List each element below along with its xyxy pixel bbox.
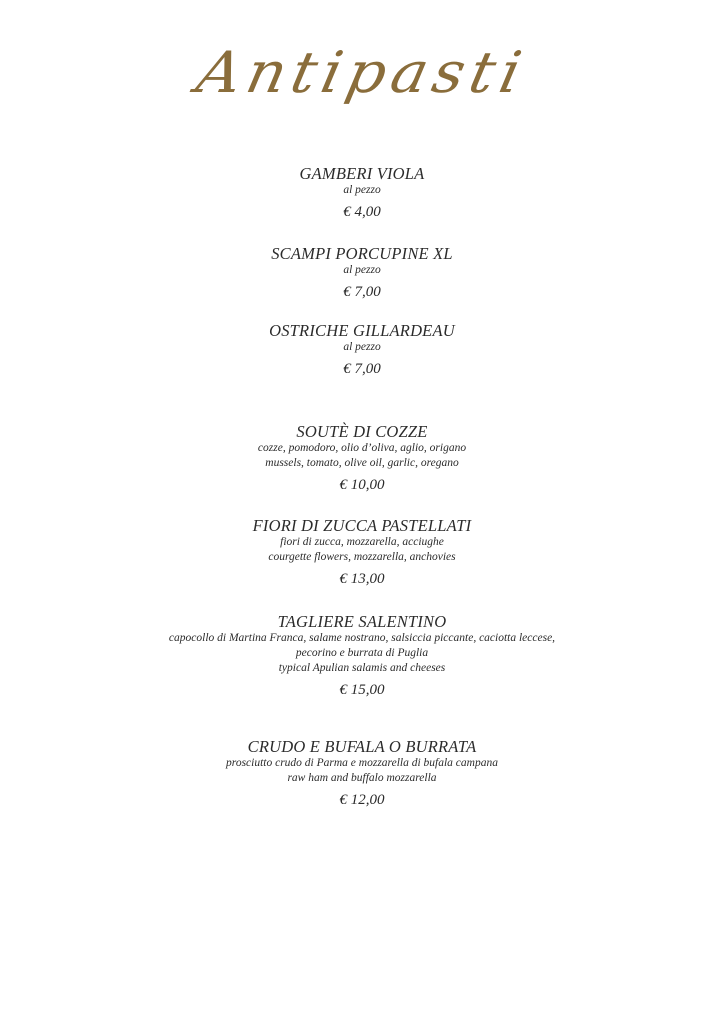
item-price: € 12,00 [339, 792, 385, 808]
item-name: GAMBERI VIOLA [299, 164, 425, 183]
item-desc: al pezzo [343, 184, 381, 196]
item-name: CRUDO E BUFALA O BURRATA [247, 737, 477, 756]
item-name: OSTRICHE GILLARDEAU [269, 321, 455, 340]
item-desc-en: raw ham and buffalo mozzarella [287, 772, 437, 784]
menu-item-gamberi-viola [0, 164, 724, 221]
menu-item-ostriche-gillardeau [0, 321, 724, 378]
item-price: € 7,00 [343, 284, 381, 300]
menu-item-crudo-e-bufala [0, 737, 724, 809]
item-desc: al pezzo [343, 264, 381, 276]
item-desc: prosciutto crudo di Parma e mozzarella di bufala campana [226, 757, 498, 769]
item-desc: fiori di zucca, mozzarella, acciughe [280, 536, 444, 548]
menu-item-scampi-porcupine [0, 244, 724, 301]
item-price: € 15,00 [339, 682, 385, 698]
item-name: SOUTÈ DI COZZE [296, 422, 428, 441]
menu-item-soute-di-cozze [0, 422, 724, 494]
item-price: € 7,00 [343, 361, 381, 377]
item-desc: cozze, pomodoro, olio d’oliva, aglio, origano [257, 442, 467, 454]
item-name: SCAMPI PORCUPINE XL [271, 244, 453, 263]
item-price: € 13,00 [339, 571, 385, 587]
page-title: Antipasti [191, 39, 533, 107]
menu-item-fiori-di-zucca [0, 516, 724, 588]
item-desc-en: mussels, tomato, olive oil, garlic, oregano [265, 457, 459, 469]
item-price: € 4,00 [343, 204, 381, 220]
item-desc-en: typical Apulian salamis and cheeses [278, 662, 446, 674]
item-price: € 10,00 [339, 477, 385, 493]
item-desc-2: pecorino e burrata di Puglia [295, 647, 429, 659]
item-desc: al pezzo [343, 341, 381, 353]
item-name: FIORI DI ZUCCA PASTELLATI [252, 516, 472, 535]
menu-item-tagliere-salentino [0, 612, 724, 699]
item-name: TAGLIERE SALENTINO [277, 612, 447, 631]
item-desc: capocollo di Martina Franca, salame nostrano, salsiccia piccante, caciotta leccese, [168, 632, 556, 644]
item-desc-en: courgette flowers, mozzarella, anchovies [268, 551, 456, 563]
